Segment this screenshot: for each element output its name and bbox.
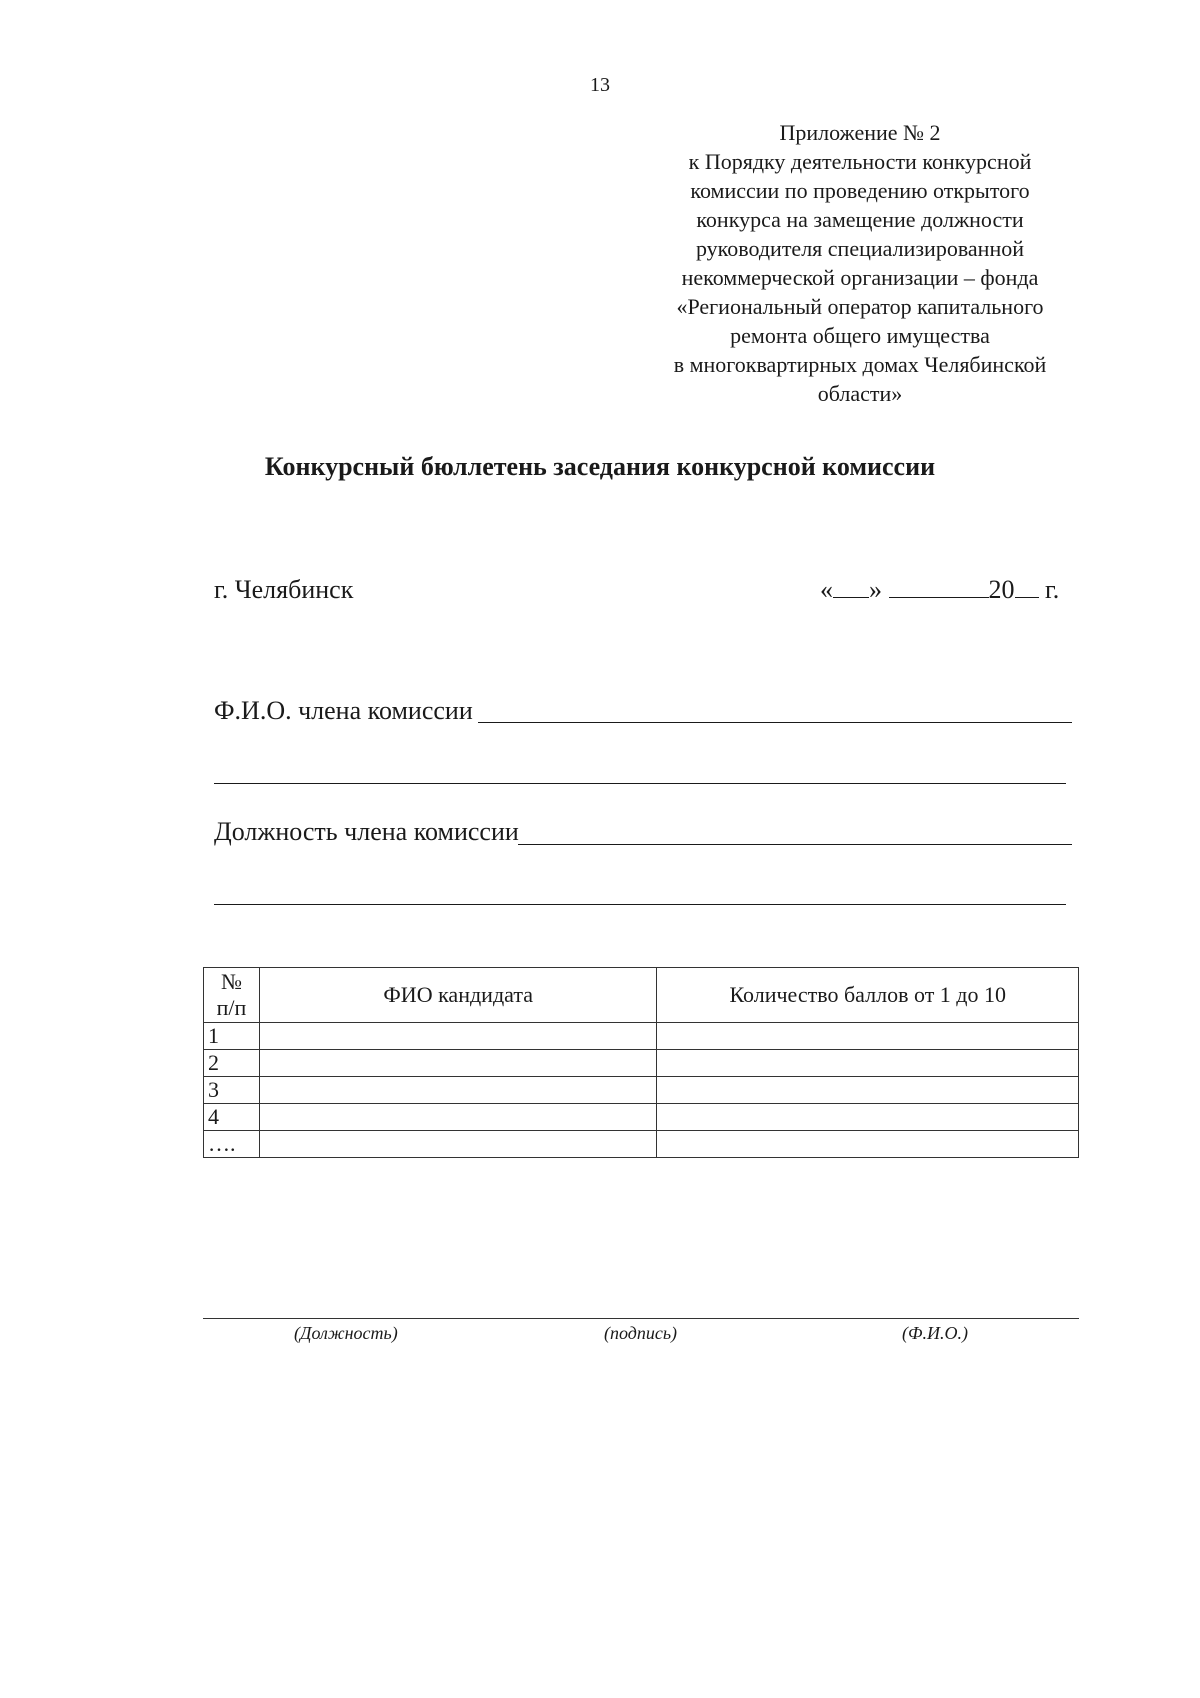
candidate-cell[interactable] [259,1131,657,1158]
table-row [204,1077,1079,1104]
table-row [204,1023,1079,1050]
header-number [204,968,260,1023]
appendix-line: в многоквартирных домах Челябинской [673,352,1047,377]
row-number: 3 [204,1077,260,1104]
score-cell[interactable] [657,1077,1079,1104]
date-close-quote: » [869,575,882,604]
ballot-table [203,967,1079,1158]
table-row [204,1050,1079,1077]
candidate-cell[interactable] [259,1077,657,1104]
signature-line[interactable] [203,1318,1079,1319]
header-number-line1: № [220,969,242,994]
day-blank[interactable] [833,577,869,598]
score-cell[interactable] [657,1104,1079,1131]
date-open-quote: « [820,575,833,604]
appendix-line: области» [817,381,903,406]
row-number: 2 [204,1050,260,1077]
row-number: …. [204,1131,260,1158]
year-suffix: г. [1045,575,1060,604]
position-caption: (Должность) [294,1323,398,1343]
member-position-line[interactable] [518,844,1072,845]
month-blank[interactable] [889,577,989,598]
appendix-note [640,118,1080,408]
candidate-cell[interactable] [259,1023,657,1050]
member-position-label: Должность члена комиссии [214,817,519,846]
appendix-line: к Порядку деятельности конкурсной [688,149,1032,174]
header-score: Количество баллов от 1 до 10 [657,968,1079,1023]
row-number: 4 [204,1104,260,1131]
date-field [820,575,1080,605]
score-cell[interactable] [657,1023,1079,1050]
header-candidate: ФИО кандидата [259,968,657,1023]
score-cell[interactable] [657,1050,1079,1077]
table-row [204,1131,1079,1158]
year-prefix: 20 [988,575,1015,604]
city-label: г. Челябинск [214,575,354,604]
appendix-line: Приложение № 2 [779,120,941,145]
signature-caption: (подпись) [604,1323,678,1343]
table-row [204,1104,1079,1131]
candidate-cell[interactable] [259,1104,657,1131]
document-title: Конкурсный бюллетень заседания конкурсной комиссии [264,452,936,481]
appendix-line: некоммерческой организации – фонда [681,265,1039,290]
name-caption: (Ф.И.О.) [902,1323,968,1343]
appendix-line: ремонта общего имущества [730,323,990,348]
member-name-line[interactable] [478,722,1072,723]
member-name-line-2[interactable] [214,783,1066,784]
header-number-line2: п/п [216,995,247,1020]
appendix-line: руководителя специализированной [695,236,1025,261]
row-number: 1 [204,1023,260,1050]
member-name-label: Ф.И.О. члена комиссии [214,696,473,725]
appendix-line: комиссии по проведению открытого [690,178,1030,203]
year-blank[interactable] [1015,577,1039,598]
appendix-line: конкурса на замещение должности [696,207,1024,232]
page-number: 13 [590,74,610,96]
score-cell[interactable] [657,1131,1079,1158]
candidate-cell[interactable] [259,1050,657,1077]
table-header-row [204,968,1079,1023]
appendix-line: «Региональный оператор капитального [676,294,1044,319]
member-position-line-2[interactable] [214,904,1066,905]
